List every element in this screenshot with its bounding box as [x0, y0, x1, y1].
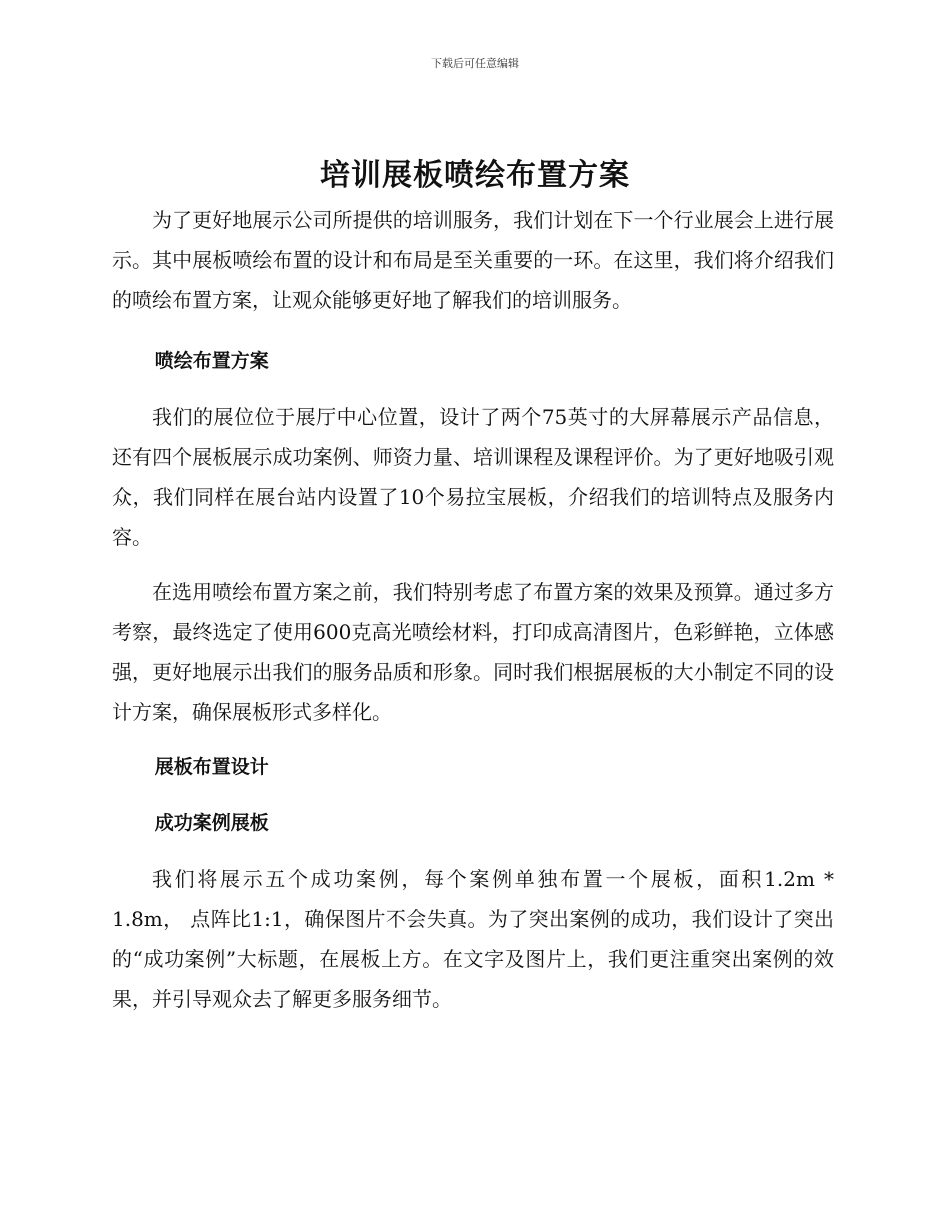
paragraph-booth-layout: 我们的展位位于展厅中心位置，设计了两个75英寸的大屏幕展示产品信息，还有四个展板展示成功案例、师资力量、培训课程及课程评价。为了更好地吸引观众，我们同样在展台站内设置了10个易拉宝展板，介绍我们的培训特点及服务内容。 [112, 405, 834, 549]
page-header-note: 下载后可任意编辑 [431, 57, 519, 70]
sub-heading-success-cases: 成功案例展板 [154, 812, 269, 834]
section-heading-board-design: 展板布置设计 [154, 756, 269, 778]
paragraph-success-cases: 我们将展示五个成功案例，每个案例单独布置一个展板，面积1.2m * 1.8m， 点阵比1:1，确保图片不会失真。为了突出案例的成功，我们设计了突出的“成功案例”大标题，在展板上方。在文字及图片上，我们更注重突出案例的效果，并引导观众去了解更多服务细节。 [112, 867, 834, 1011]
section-heading-spray-plan: 喷绘布置方案 [154, 350, 269, 372]
paragraph-material-choice: 在选用喷绘布置方案之前，我们特别考虑了布置方案的效果及预算。通过多方考察，最终选定了使用600克高光喷绘材料，打印成高清图片，色彩鲜艳，立体感强，更好地展示出我们的服务品质和形象。同时我们根据展板的大小制定不同的设计方案，确保展板形式多样化。 [112, 580, 834, 724]
intro-paragraph: 为了更好地展示公司所提供的培训服务，我们计划在下一个行业展会上进行展示。其中展板喷绘布置的设计和布局是至关重要的一环。在这里，我们将介绍我们的喷绘布置方案，让观众能够更好地了解我们的培训服务。 [112, 208, 834, 312]
document-body [112, 200, 834, 1034]
document-title: 培训展板喷绘布置方案 [320, 158, 630, 193]
